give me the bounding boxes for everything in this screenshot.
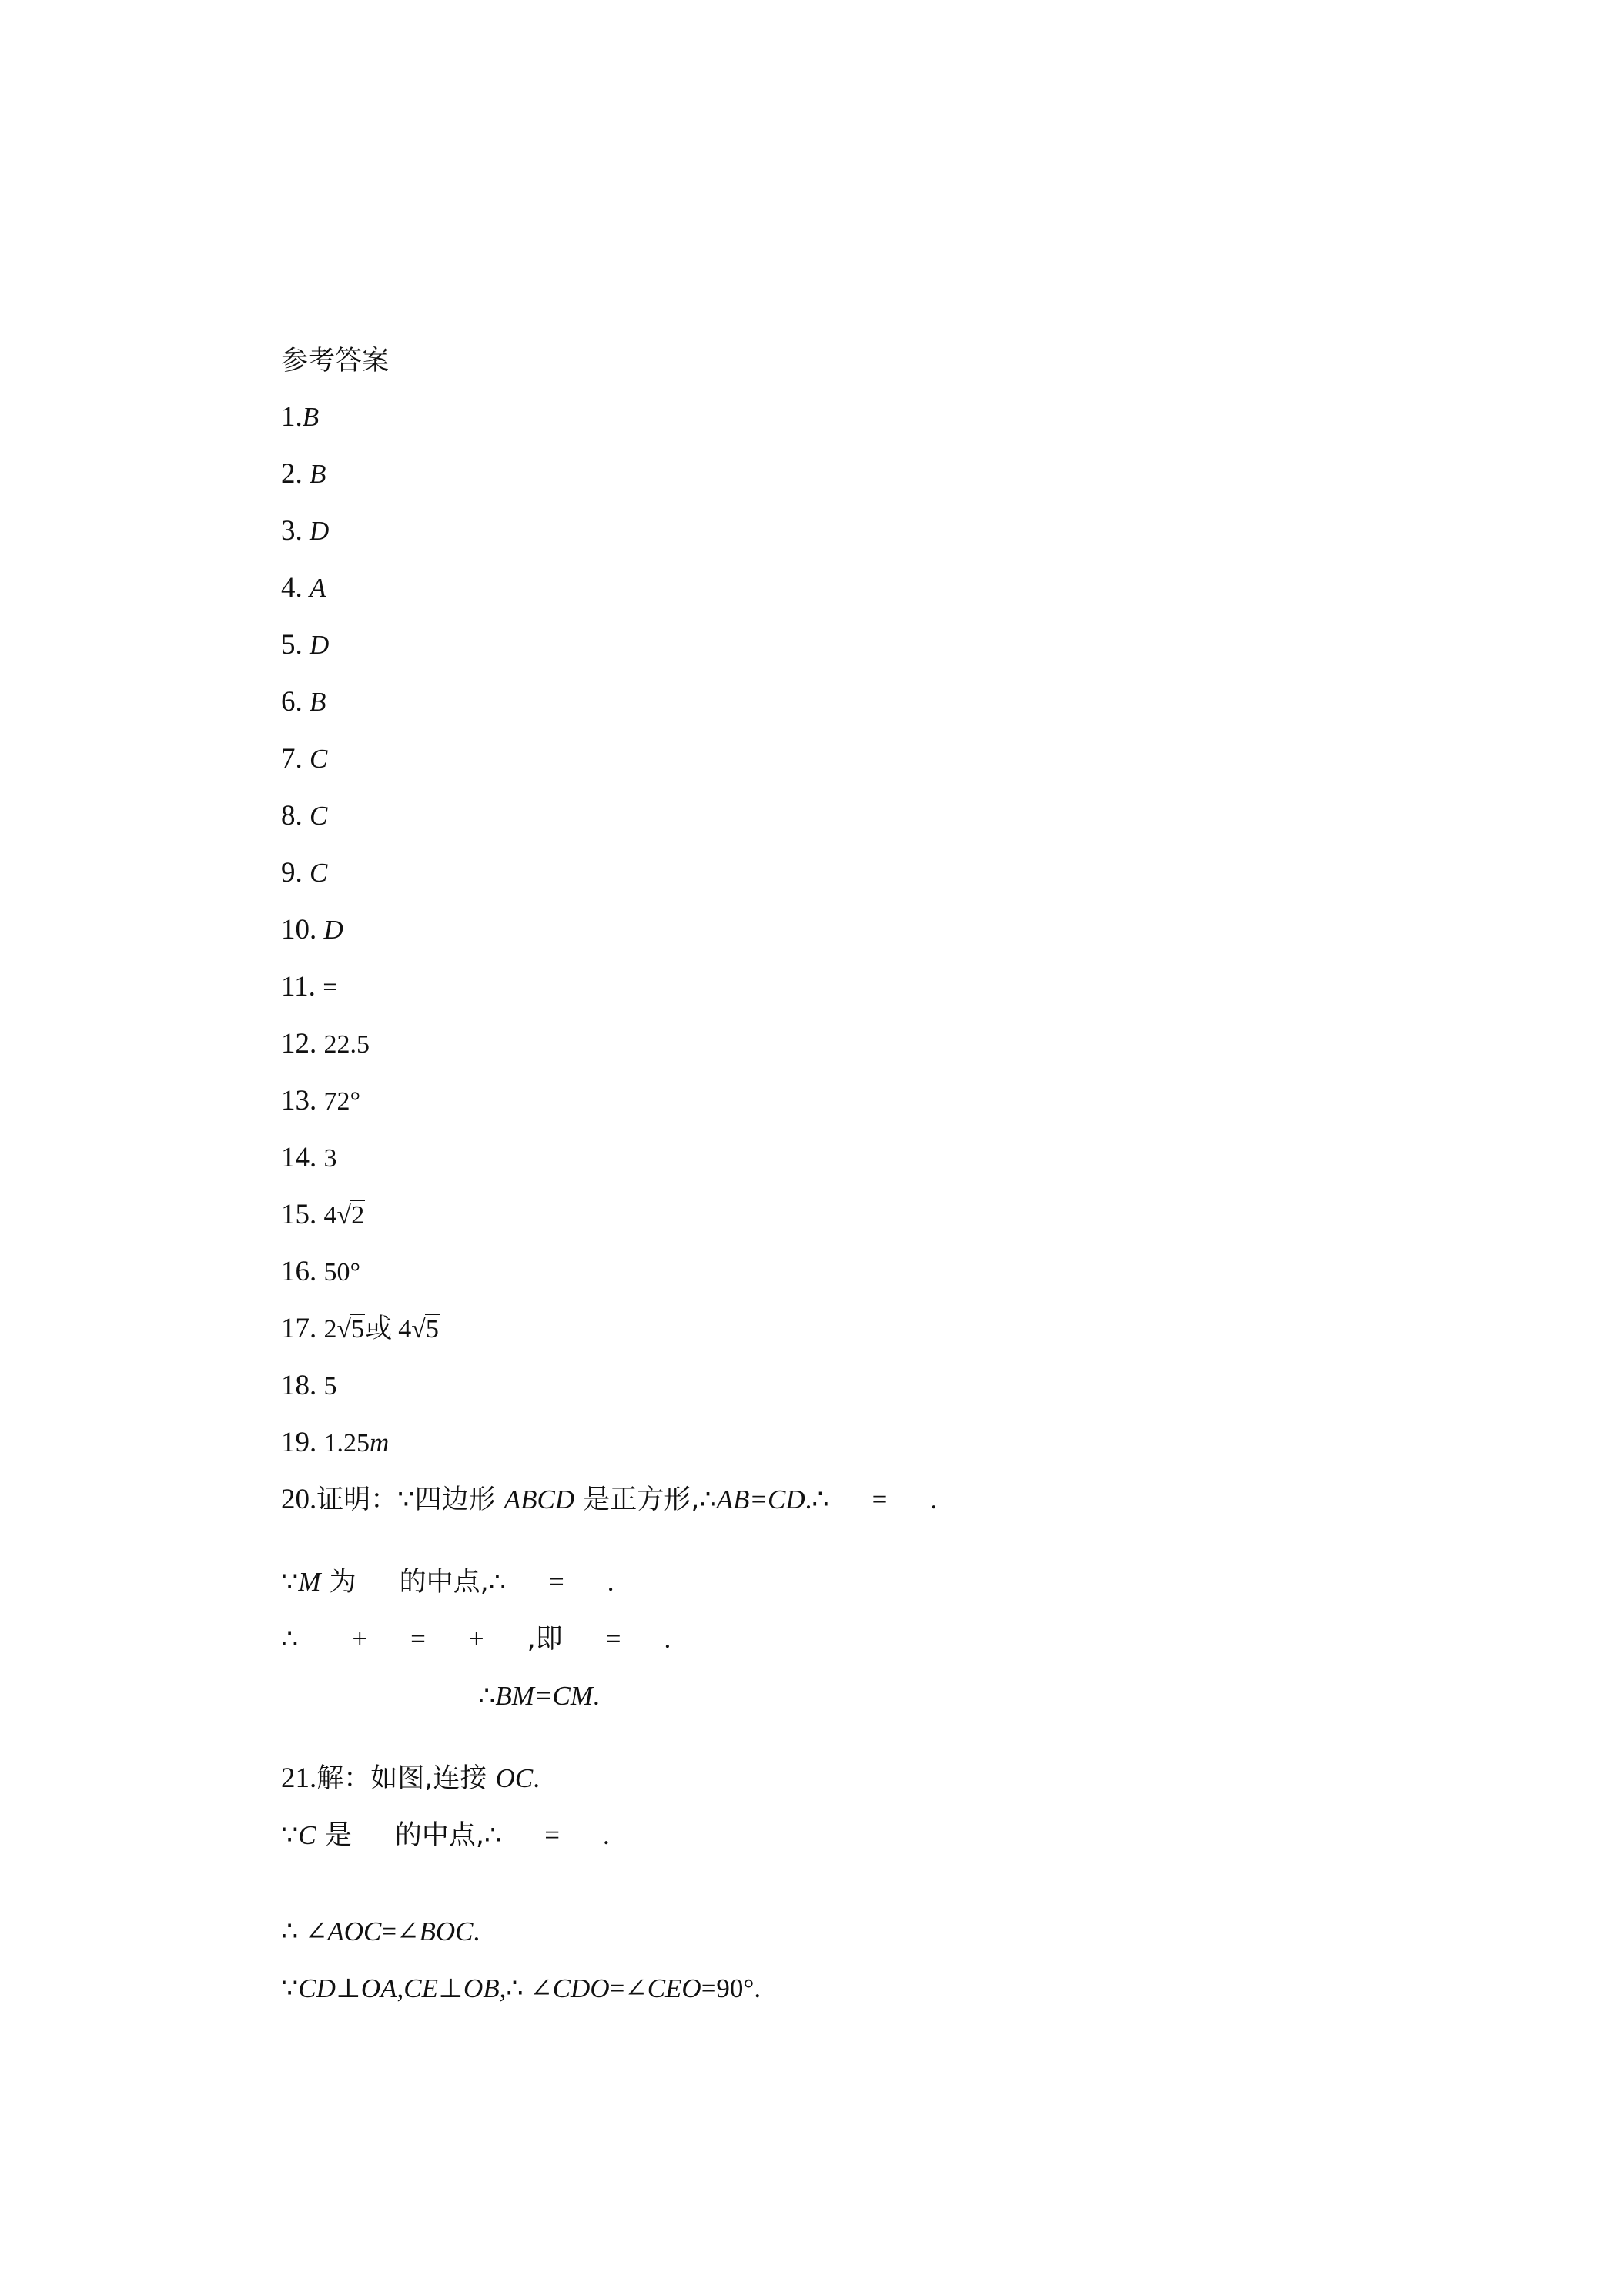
answer-number: 10. xyxy=(281,914,324,946)
answer-coefficient: 4 xyxy=(398,1315,412,1344)
text: 证明：∵四边形 xyxy=(316,1484,504,1515)
text: ∴ xyxy=(478,1681,496,1711)
question-number: 21. xyxy=(281,1762,317,1794)
equals: = xyxy=(410,1624,426,1654)
answer-number: 1. xyxy=(281,401,303,433)
text: ∵ xyxy=(281,1820,299,1850)
math: OA xyxy=(360,1973,397,2003)
text: ,∴ ∠ xyxy=(499,1973,553,2003)
radicand: 5 xyxy=(351,1315,365,1344)
text: =90°. xyxy=(701,1973,761,2003)
answer-number: 5. xyxy=(281,629,310,661)
period: . xyxy=(473,1916,480,1946)
text: ∴ ∠ xyxy=(281,1916,328,1946)
radical-sign: √ xyxy=(411,1315,426,1344)
math: M xyxy=(298,1567,321,1597)
math: CD xyxy=(298,1973,336,2003)
answer-letter: A xyxy=(310,573,326,603)
text: =∠ xyxy=(609,1973,648,2003)
answer-number: 12. xyxy=(281,1028,324,1059)
answer-number: 4. xyxy=(281,572,310,604)
answer-letter: C xyxy=(310,858,328,888)
question-number: 20. xyxy=(281,1484,317,1515)
text: ∵ xyxy=(281,1973,299,2003)
answer-number: 7. xyxy=(281,743,310,775)
answer-value: 72° xyxy=(323,1087,361,1116)
equals: = xyxy=(872,1484,888,1514)
text: 为 xyxy=(320,1567,356,1598)
math: ABCD xyxy=(504,1484,575,1514)
answer-number: 19. xyxy=(281,1427,324,1458)
radical-sign: √ xyxy=(336,1201,352,1230)
answer-letter: D xyxy=(310,630,330,660)
period: . xyxy=(602,1820,610,1850)
answer-number: 17. xyxy=(281,1313,324,1344)
answer-value: 1.25 xyxy=(323,1429,370,1458)
text: , xyxy=(397,1973,404,2003)
q21-line-4 xyxy=(245,1937,761,2040)
text: 的中点,∴ xyxy=(394,1820,502,1851)
answer-number: 9. xyxy=(281,857,310,889)
text: .∴ xyxy=(805,1484,829,1514)
answer-value: = xyxy=(323,973,338,1002)
text: =∠ xyxy=(381,1916,420,1946)
math: OB xyxy=(463,1973,500,2003)
text: ∵ xyxy=(281,1567,299,1597)
radicand: 5 xyxy=(425,1315,439,1344)
answer-number: 13. xyxy=(281,1085,324,1116)
plus: + xyxy=(468,1624,484,1654)
math: AOC xyxy=(327,1916,382,1946)
text: ∴ xyxy=(281,1624,299,1654)
answer-letter: B xyxy=(302,402,320,432)
answer-number: 14. xyxy=(281,1142,324,1173)
answer-value: 3 xyxy=(323,1144,337,1173)
plus: + xyxy=(352,1624,368,1654)
answer-value: 22.5 xyxy=(323,1030,370,1059)
answer-letter: D xyxy=(323,915,343,945)
math: CDO xyxy=(552,1973,610,2003)
sqrt-expression xyxy=(337,1311,366,1347)
equals: = xyxy=(544,1820,560,1850)
text: 解：如图,连接 xyxy=(316,1763,496,1794)
answer-letter: B xyxy=(310,687,326,717)
period: . xyxy=(592,1681,600,1711)
sqrt-expression xyxy=(411,1311,440,1347)
answer-letter: C xyxy=(310,801,328,831)
answer-value: 5 xyxy=(323,1372,337,1401)
answer-value: 50° xyxy=(323,1258,361,1287)
heading-text: 参考答案 xyxy=(281,346,390,377)
equals: = xyxy=(605,1624,621,1654)
answer-letter: B xyxy=(310,459,326,489)
answer-letter: C xyxy=(310,744,328,774)
text: ,即 xyxy=(527,1624,563,1655)
math: C xyxy=(298,1820,316,1850)
math: CE xyxy=(403,1973,439,2003)
math: OC xyxy=(495,1763,534,1793)
period: . xyxy=(930,1484,938,1514)
answer-number: 6. xyxy=(281,686,310,718)
math: AB=CD xyxy=(716,1484,805,1514)
radicand: 2 xyxy=(351,1201,365,1230)
math: BM=CM xyxy=(495,1681,593,1711)
radical-sign: √ xyxy=(336,1315,352,1344)
answer-number: 18. xyxy=(281,1370,324,1401)
q21-line-2 xyxy=(245,1784,610,1886)
answer-coefficient: 4 xyxy=(323,1201,337,1230)
answer-number: 15. xyxy=(281,1199,324,1230)
period: . xyxy=(607,1567,614,1597)
answer-unit: m xyxy=(370,1427,390,1458)
text: 的中点,∴ xyxy=(399,1567,507,1598)
math: CEO xyxy=(647,1973,701,2003)
perp-symbol: ⊥ xyxy=(335,1973,361,2003)
or-text: 或 xyxy=(365,1314,393,1344)
period: . xyxy=(664,1624,671,1654)
text: 是正方形,∴ xyxy=(574,1484,717,1515)
period: . xyxy=(533,1763,540,1793)
answer-coefficient: 2 xyxy=(323,1315,337,1344)
answer-number: 2. xyxy=(281,458,310,490)
perp-symbol: ⊥ xyxy=(438,1973,463,2003)
answer-number: 3. xyxy=(281,515,310,547)
text: 是 xyxy=(316,1820,352,1851)
equals: = xyxy=(549,1567,564,1597)
answer-number: 11. xyxy=(281,971,323,1002)
answer-number: 8. xyxy=(281,800,310,832)
answer-number: 16. xyxy=(281,1256,324,1287)
answer-letter: D xyxy=(310,516,330,546)
math: BOC xyxy=(419,1916,474,1946)
